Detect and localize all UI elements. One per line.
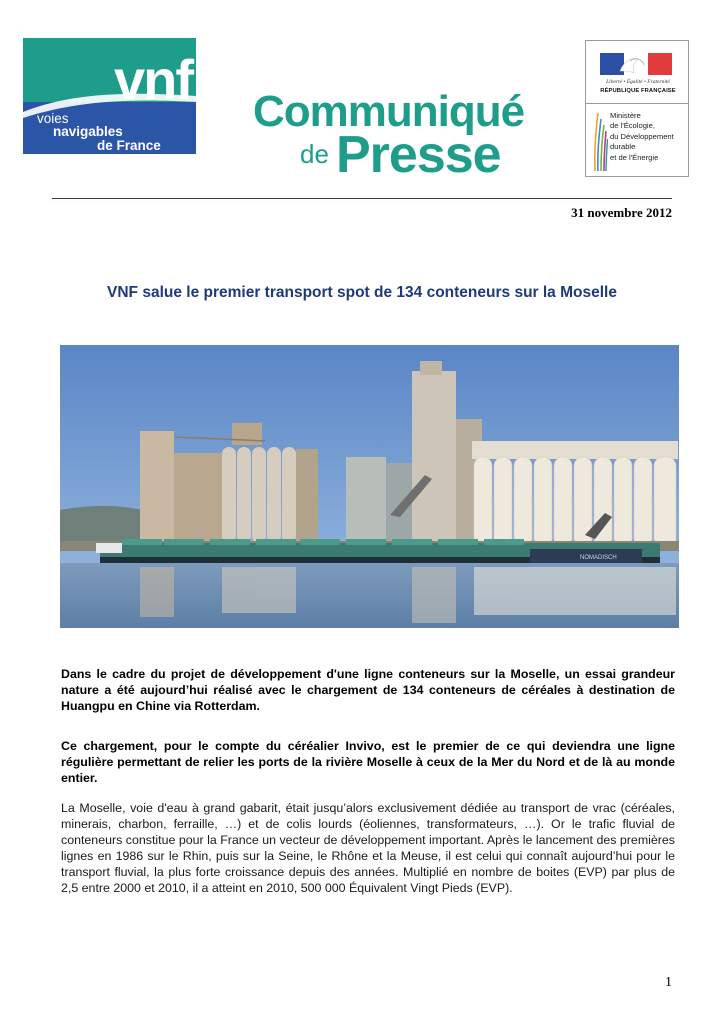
second-lead-paragraph: Ce chargement, pour le compte du céréalier Invivo, est le premier de ce qui deviendra une ligne régulière permettant de relier les ports de la rivière Moselle à ceux de la Mer du Nord et de là au monde entier.	[61, 739, 675, 785]
body-paragraph: La Moselle, voie d'eau à grand gabarit, était jusqu’alors exclusivement dédiée au transport de vrac (céréales, minerais, charbon, ferraille, …) et de colis lourds (éoliennes, transformateurs, …). Or le trafic fluvial de conteneurs constitue pour la France un vecteur de développement important. Après le lancement des premières lignes en 1986 sur le Rhin, puis sur la Seine, le Rhône et la Meuse, il est celui qui connaît aujourd’hui pour le transport fluvial, la plus forte croissance depuis des années. Multiplié en nombre de boites (EVP) par plus de 2,5 entre 2000 et 2010, il a atteint en 2010, 500 000 Équivalent Vingt Pieds (EVP).	[61, 801, 675, 895]
ministry-lines-icon	[592, 109, 608, 173]
presse-heading: Presse	[336, 126, 501, 184]
vnf-line-navigables: navigables	[53, 124, 123, 139]
ministry-logo	[585, 40, 689, 177]
communique-de: de	[300, 139, 329, 169]
header-divider	[52, 198, 672, 199]
vnf-line-de-france: de France	[97, 138, 161, 153]
ministry-name: Ministère de l'Écologie, du Développement durable et de l'Énergie	[610, 111, 674, 162]
communique-heading: Communiqué	[253, 87, 525, 136]
vnf-line-voies: voies	[37, 111, 69, 126]
press-release-date: 31 novembre 2012	[571, 205, 672, 220]
page-number: 1	[665, 975, 672, 990]
boat-name-label: NOMADISCH	[580, 555, 617, 561]
press-release-title: VNF salue le premier transport spot de 134 conteneurs sur la Moselle	[107, 284, 617, 301]
port-silos-photo	[60, 345, 679, 628]
lead-paragraph: Dans le cadre du projet de développement d'une ligne conteneurs sur la Moselle, un essai grandeur nature a été aujourd’hui réalisé avec le chargement de 134 conteneurs de céréales à destination de Huangpu en Chine via Rotterdam.	[61, 667, 675, 713]
vnf-brand: vnf	[114, 48, 192, 111]
republic-devise: Liberté • Égalité • Fraternité	[606, 79, 670, 85]
vnf-logo	[23, 38, 196, 154]
republic-name: RÉPUBLIQUE FRANÇAISE	[600, 88, 676, 94]
